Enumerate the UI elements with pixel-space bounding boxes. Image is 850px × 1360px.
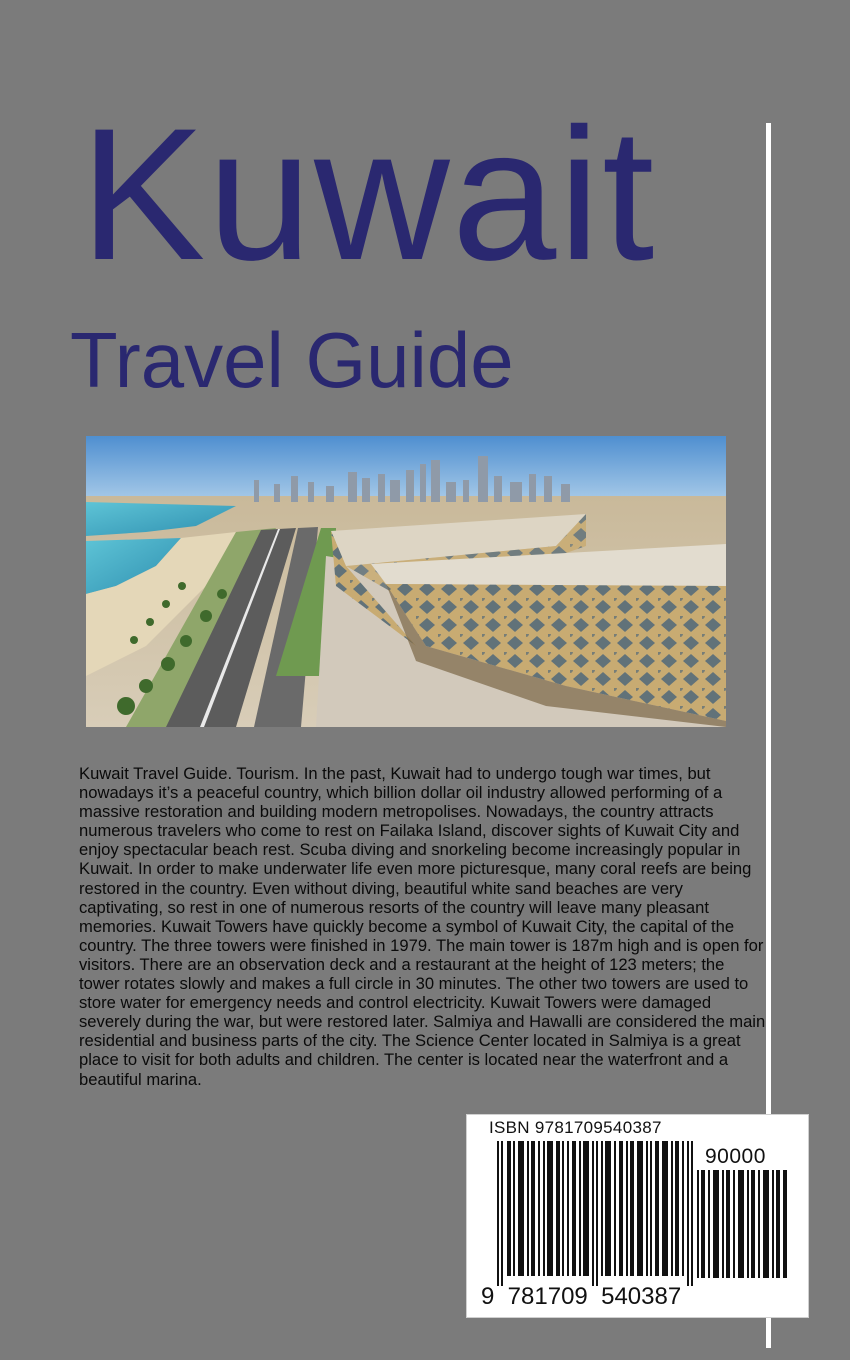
book-subtitle: Travel Guide (70, 316, 514, 404)
book-description: Kuwait Travel Guide. Tourism. In the past, Kuwait had to undergo tough war times, but nowadays it’s a peaceful country, which billion dollar oil industry allowed performing of a massive restoration and building modern metropolises. Nowadays, the country attracts numerous travelers who come to rest on Failaka Island, discover sights of Kuwait City and enjoy spectacular beach rest. Scuba diving and snorkeling become increasingly popular in Kuwait. In order to make underwater life even more picturesque, many coral reefs are being restored in the country. Even without diving, beautiful white sand beaches are very captivating, so rest in one of numerous resorts of the country will leave many pleasant memories. Kuwait Towers have quickly become a symbol of Kuwait City, the capital of the country. The three towers were finished in 1979. The main tower is 187m high and is open for visitors. There are an observation deck and a restaurant at the height of 123 meters; the tower rotates slowly and makes a full circle in 30 minutes. The other two towers are used to store water for emergency needs and control electricity. Kuwait Towers were damaged severely during the war, but were restored later. Salmiya and Hawalli are considered the main residential and business parts of the city. The Science Center located in Salmiya is a great place to visit for both adults and children. The center is located near the waterfront and a beautiful marina. (79, 764, 766, 1089)
isbn-label: ISBN 9781709540387 (489, 1118, 662, 1137)
isbn-barcode (466, 1114, 809, 1318)
ean13-bars (497, 1141, 693, 1286)
price-addon-bars (697, 1170, 787, 1278)
price-code: 90000 (705, 1145, 766, 1168)
book-title: Kuwait (80, 89, 657, 299)
cover-photo-kuwait-city (86, 436, 726, 727)
isbn-digits: 9 781709 540387 (481, 1283, 682, 1310)
